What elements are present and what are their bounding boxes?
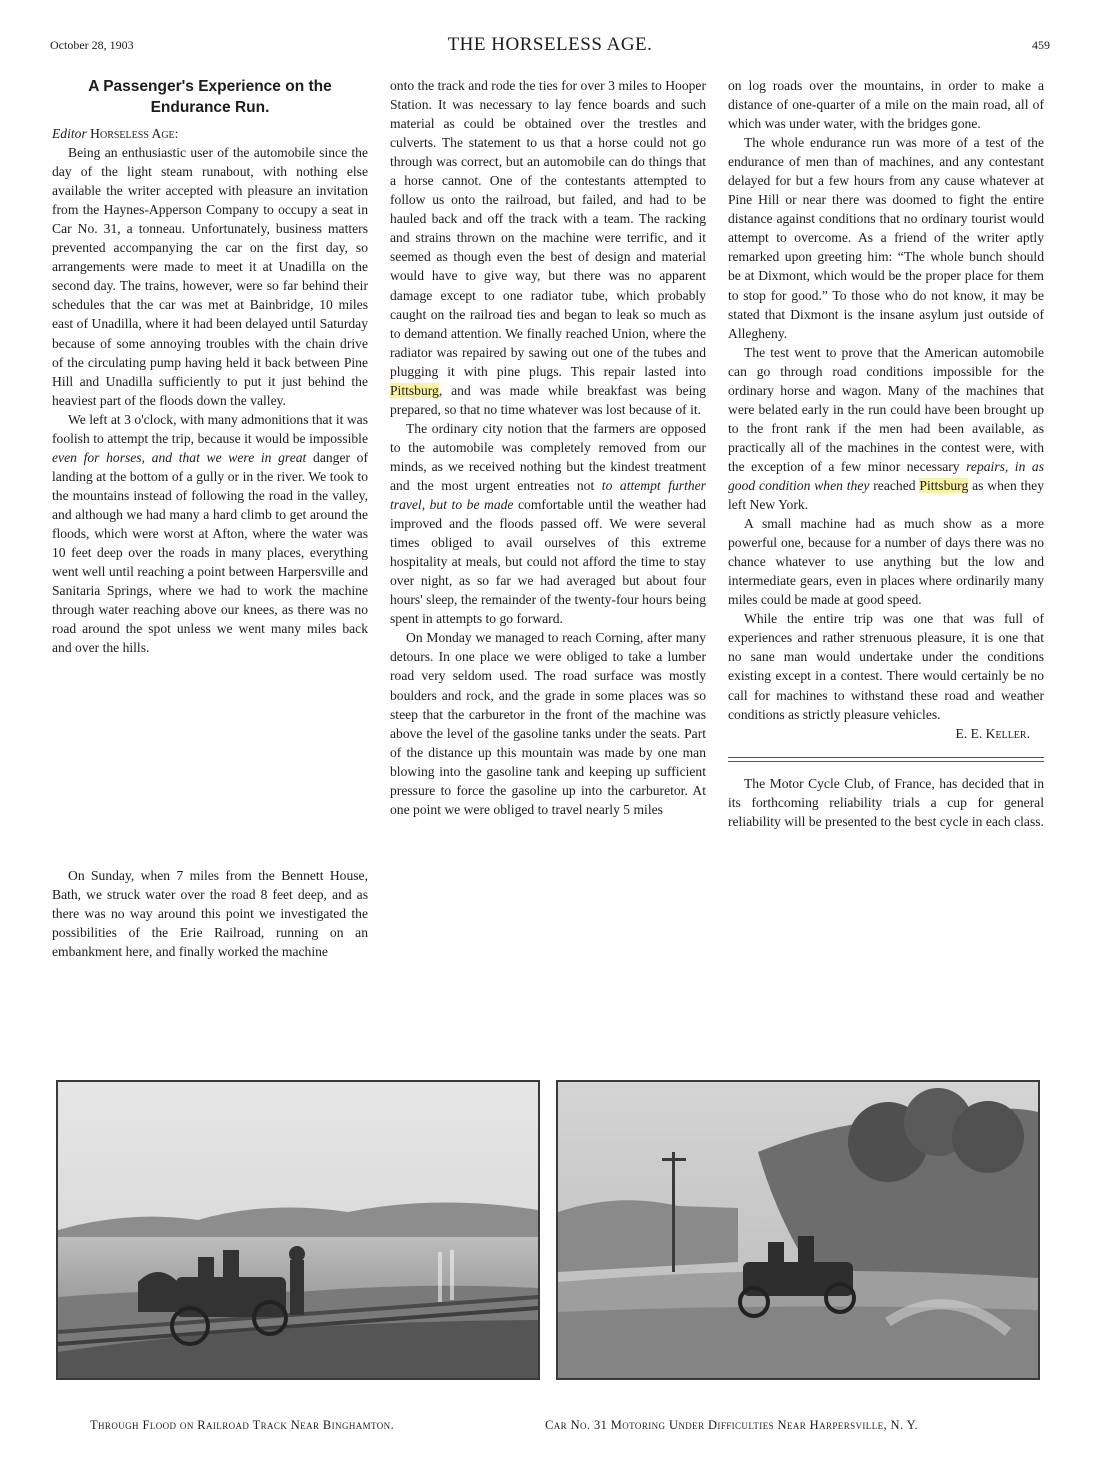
paragraph-4-text-a: The ordinary city notion that the farmers are opposed to the automobile was completely removed from our minds, as we received nothing but the kindest treatment and the most urgent entreaties not <box>390 420 706 493</box>
section-divider <box>728 757 1044 762</box>
paragraph-7-text-c: as when they left New York. <box>728 477 1044 513</box>
author-signature: E. E. Keller. <box>955 725 1030 741</box>
editor-name: Horseless Age: <box>90 126 179 141</box>
paragraph-4-italic: to attempt further travel, but to be made <box>390 477 706 513</box>
article-title: A Passenger's Experience on the Endurance Run. <box>88 78 332 116</box>
text-column-2 <box>390 76 706 819</box>
editor-prefix: Editor <box>52 126 87 141</box>
paragraph-5-part-1: On Monday we managed to reach Corning, after many detours. In one place we were obliged to take a lumber road very seldom used. The road surface was mostly boulders and rock, and the grade in some places was so steep that the carburetor in the front of the machine was above the level of the gasoline tanks under the seats. Part of the distance up this mountain was made by one man blowing into the gasoline tank and keeping up sufficient pressure to force the gasoline up into the carburetor. At one point we were obliged to travel nearly 5 miles <box>390 630 706 817</box>
text-column-3 <box>728 76 1044 831</box>
paragraph-7-text-a: The test went to prove that the American automobile can go through road conditions impossible for the ordinary horse and wagon. Many of the machines that were belated early in the run could have been brought up to the front rank if the men had been available, as practically all of the machines in the contest were, with the exception of a few minor necessary <box>728 344 1044 474</box>
paragraph-1: Being an enthusiastic user of the automobile since the day of the light steam runabout, with nothing else available the writer accepted with pleasure an invitation from the Haynes-Apperson Company to occupy a seat in Car No. 31, a tonneau. Unfortunately, business matters prevented accompanying the car on the first day, so arrangements were made to meet it at Unadilla on the second day. The trains, however, were so far behind their schedules that the car was met at Bainbridge, 10 miles east of Unadilla, where it had been delayed until Saturday because of some annoying troubles with the chain drive of the circulating pump having held it back between Pine Hill and Unadilla sufficiently to put it just behind the heaviest part of the floods down the valley. <box>52 145 368 408</box>
paragraph-3-start <box>52 866 368 961</box>
paragraph-8: A small machine had as much show as a more powerful one, because for a number of days there was no chance whatever to use anything but the low and intermediate gears, even in places where ordinarily many miles could be made at good speed. <box>728 516 1044 608</box>
photo-railroad-flood <box>56 1080 540 1380</box>
paragraph-7-text-b: reached <box>873 477 916 493</box>
paragraph-2-text-b: danger of landing at the bottom of a gully or in the river. We took to the mountains instead of following the road in the valley, and although we had many a hard climb to get around the floods, which were worst at Afton, where the water was 10 feet deep over the roads in many places, everything went well until reaching a point between Harpersville and Sanitaria Springs, where we had to work the machine through water reaching above our knees, as there was no road around the spot unless we went many miles back and over the hills. <box>52 449 368 656</box>
paragraph-4 <box>390 419 706 629</box>
paragraph-4-text-b: comfortable until the weather had improved and the floods passed off. We were several times obliged to avail ourselves of this extreme hospitality at meals, but could not afford the time to stay over night, as so far we had averaged but about four hours' sleep, the remainder of the twenty-four hours being spent in attempts to go forward. <box>390 497 706 627</box>
paragraph-3-part-1: On Sunday, when 7 miles from the Bennett House, Bath, we struck water over the road 8 feet deep, and as there was no way around this point we investigated the possibilities of the Erie Railroad, running on an embankment here, and finally worked the machine <box>52 868 368 960</box>
issue-date: October 28, 1903 <box>50 38 134 52</box>
paragraph-2-italic: even for horses, and that we were in great <box>52 449 307 465</box>
paragraph-5-part-2: on log roads over the mountains, in order to make a distance of one-quarter of a mile on the main road, all of which was under water, with the bridges gone. <box>728 78 1044 132</box>
highlighted-term: Pittsburg <box>919 477 969 493</box>
paragraph-7 <box>728 343 1044 514</box>
running-head <box>50 34 1050 58</box>
journal-title: THE HORSELESS AGE. <box>447 34 653 55</box>
photo-harpersville-car-image <box>558 1082 1038 1378</box>
paragraph-3-part-2: onto the track and rode the ties for over 3 miles to Hooper Station. It was necessary to lay fence boards and such material as could be obtained over the trestles and culverts. The statement to us that a horse could not go through was correct, but an automobile can do things that a horse cannot. One of the contestants attempted to follow us onto the railroad, but failed, and had to be hauled back and off the track with a team. The racking and strains thrown on the machine were terrific, and it seemed as though even the best of design and material would have to give way, but there was no apparent damage except to one radiator tube, which probably caught on the railroad ties and began to leak so much as to demand attention. We finally reached Union, where the radiator was repaired by sawing out one of the tubes and plugging it with pine plugs. This repair lasted into Pittsburg, and was made while breakfast was being prepared, so that no time whatever was lost because of it. <box>390 78 706 417</box>
news-note: The Motor Cycle Club, of France, has decided that in its forthcoming reliability trials a cup for general reliability will be presented to the best cycle in each class. <box>728 775 1044 829</box>
paragraph-2-text-a: We left at 3 o'clock, with many admonitions that it was foolish to attempt the trip, because it would be impossible <box>52 411 368 446</box>
paragraph-7-italic: repairs, in as good condition when they <box>728 458 1044 493</box>
paragraph-2 <box>52 410 368 658</box>
photo-railroad-flood-image <box>58 1082 538 1378</box>
photo-harpersville-car <box>556 1080 1040 1380</box>
highlighted-term: Pittsburg <box>390 382 439 398</box>
salutation <box>52 124 368 143</box>
paragraph-9: While the entire trip was one that was full of experiences and rather strenuous pleasure, it is one that no sane man would undertake under the conditions existing except in a contest. There would certainly be no call for machines to withstand these road and weather conditions as strictly pleasure vehicles. <box>728 611 1044 722</box>
paragraph-6: The whole endurance run was more of a test of the endurance of men than of machines, and any contestant delayed for but a few hours from any cause whatever at Pine Hill or near there was doomed to fight the entire distance against conditions that no ordinary tourist would attempt to overcome. As a friend of the writer aptly remarked upon greeting him: “The whole bunch should be at Dixmont, which would be the proper place for them to stop for good.” To those who do not know, it may be stated that Dixmont is the insane asylum just outside of Allegheny. <box>728 135 1044 341</box>
page-number: 459 <box>1032 38 1050 52</box>
photo-caption-right: Car No. 31 Motoring Under Difficulties Near Harpersville, N. Y. <box>545 1418 918 1432</box>
photo-caption-left: Through Flood on Railroad Track Near Binghamton. <box>90 1418 395 1432</box>
text-column-1 <box>52 76 368 657</box>
